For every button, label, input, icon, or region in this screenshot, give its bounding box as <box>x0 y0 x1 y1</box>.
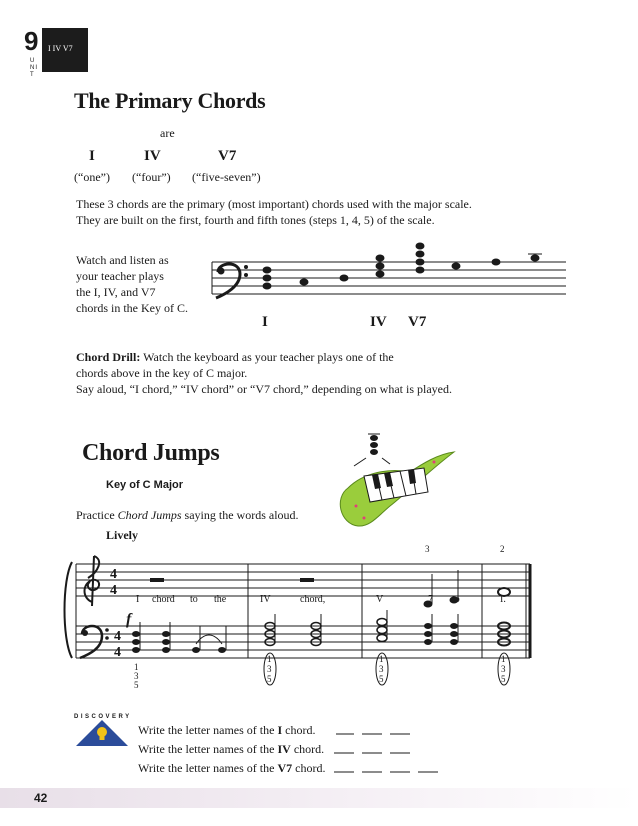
page-title: The Primary Chords <box>74 88 266 113</box>
lyric-word: the <box>214 594 227 605</box>
chord-jumps-title: Chord Jumps <box>82 440 220 466</box>
lyric-word: IV <box>260 594 271 605</box>
bass-staff-lines <box>76 626 530 658</box>
page-number: 42 <box>34 791 48 805</box>
whole-rest-icon <box>150 578 164 582</box>
svg-text:5: 5 <box>134 680 139 690</box>
chord-v7-nickname: (“five-seven”) <box>192 170 261 184</box>
fingering-top-3: 3 <box>425 544 430 554</box>
lyric-word: chord, <box>300 594 326 605</box>
watch-paragraph <box>76 252 188 316</box>
lyric-word: 7 <box>428 594 433 605</box>
treble-notes <box>424 570 511 608</box>
discovery-triangle-icon <box>76 720 128 746</box>
svg-text:5: 5 <box>267 674 272 684</box>
watch-line-1: Watch and listen as <box>76 253 169 267</box>
watch-line-2: your teacher plays <box>76 269 164 283</box>
fingering-low <box>134 662 139 690</box>
staff-label-i: I <box>262 314 268 330</box>
chord-i-nickname: (“one”) <box>74 170 110 184</box>
intro-paragraph <box>76 196 472 228</box>
svg-text:3: 3 <box>134 671 139 681</box>
svg-text:5: 5 <box>379 674 384 684</box>
staff-label-iv: IV <box>370 314 387 330</box>
tempo-marking: Lively <box>106 528 138 542</box>
intro-line-1: These 3 chords are the primary (most important) chords used with the major scale. <box>76 197 472 211</box>
scale-note <box>452 263 461 270</box>
drill-line-1 <box>76 349 452 365</box>
fingering-circled-3 <box>498 653 510 685</box>
are-text: are <box>160 126 175 140</box>
chord-v7-numeral: V7 <box>218 148 237 164</box>
dynamic-forte: f <box>126 611 132 628</box>
time-sig-bottom-bass: 4 <box>114 645 121 660</box>
svg-text:1: 1 <box>501 654 506 664</box>
unit-word: UNIT <box>30 58 38 78</box>
fingering-top-2: 2 <box>500 544 505 554</box>
drill-label: Chord Drill: <box>76 350 141 364</box>
chord-i-notes <box>263 267 272 290</box>
time-sig-top-treble: 4 <box>110 567 117 582</box>
lyric-word: to <box>190 594 198 605</box>
chord-staff <box>210 238 570 338</box>
svg-text:1: 1 <box>267 654 272 664</box>
svg-text:1: 1 <box>134 662 139 672</box>
discovery-question-1: Write the letter names of the I chord. <box>138 723 316 737</box>
decor-dot <box>363 517 366 520</box>
keyboard-guitar-illustration <box>330 428 458 532</box>
decor-dot <box>355 505 358 508</box>
practice-prefix: Practice <box>76 508 118 522</box>
fingering-circled-1 <box>264 653 276 685</box>
grand-staff <box>62 540 534 692</box>
intro-line-2: They are built on the first, fourth and fifth tones (steps 1, 4, 5) of the scale. <box>76 213 435 227</box>
lyric-word: V <box>376 594 384 605</box>
time-sig-top-bass: 4 <box>114 629 121 644</box>
unit-bar <box>42 28 88 72</box>
lyric-word: I. <box>500 594 506 605</box>
drill-line-1-text: Watch the keyboard as your teacher plays one of the <box>140 350 394 364</box>
brace-icon <box>65 562 73 658</box>
svg-text:3: 3 <box>267 664 272 674</box>
scale-note <box>300 279 309 286</box>
practice-em: Chord Jumps <box>117 508 182 522</box>
fingering-circled-2 <box>376 653 388 685</box>
scale-note <box>340 275 349 282</box>
lyric-word: I <box>136 594 140 605</box>
svg-text:3: 3 <box>501 664 506 674</box>
bass-clef-icon <box>216 264 248 298</box>
chord-i-numeral: I <box>89 148 95 164</box>
practice-suffix: saying the words aloud. <box>181 508 299 522</box>
svg-text:5: 5 <box>501 674 506 684</box>
key-label: Key of C Major <box>106 479 184 491</box>
drill-line-2: chords above in the key of C major. <box>76 366 248 380</box>
unit-chords-label: I IV V7 <box>48 44 73 53</box>
chord-iv-numeral: IV <box>144 148 161 164</box>
staff-label-v7: V7 <box>408 314 427 330</box>
practice-instruction <box>76 507 299 523</box>
drill-line-3: Say aloud, “I chord,” “IV chord” or “V7 chord,” depending on what is played. <box>76 382 452 396</box>
discovery-question-2: Write the letter names of the IV chord. <box>138 742 325 756</box>
bottom-band <box>0 788 638 808</box>
scale-note <box>531 255 540 262</box>
chord-stack-icon <box>354 434 390 466</box>
decor-dot <box>433 461 436 464</box>
watch-line-3: the I, IV, and V7 <box>76 285 156 299</box>
scale-note <box>492 259 501 266</box>
watch-line-4: chords in the Key of C. <box>76 301 188 315</box>
svg-text:3: 3 <box>379 664 384 674</box>
discovery-label: DISCOVERY <box>74 714 132 720</box>
chord-iv-notes <box>376 255 385 278</box>
chord-iv-nickname: (“four”) <box>132 170 171 184</box>
lyric-word: to <box>452 594 460 605</box>
bass-notes <box>132 610 510 653</box>
unit-number: 9 <box>24 26 39 56</box>
chord-drill-paragraph <box>76 349 452 397</box>
time-sig-bottom-treble: 4 <box>110 583 117 598</box>
whole-rest-icon <box>300 578 314 582</box>
lyric-word: chord <box>152 594 175 605</box>
svg-text:1: 1 <box>379 654 384 664</box>
answer-blanks[interactable] <box>330 724 442 776</box>
discovery-question-3: Write the letter names of the V7 chord. <box>138 761 326 775</box>
chord-v7-notes <box>416 243 425 274</box>
